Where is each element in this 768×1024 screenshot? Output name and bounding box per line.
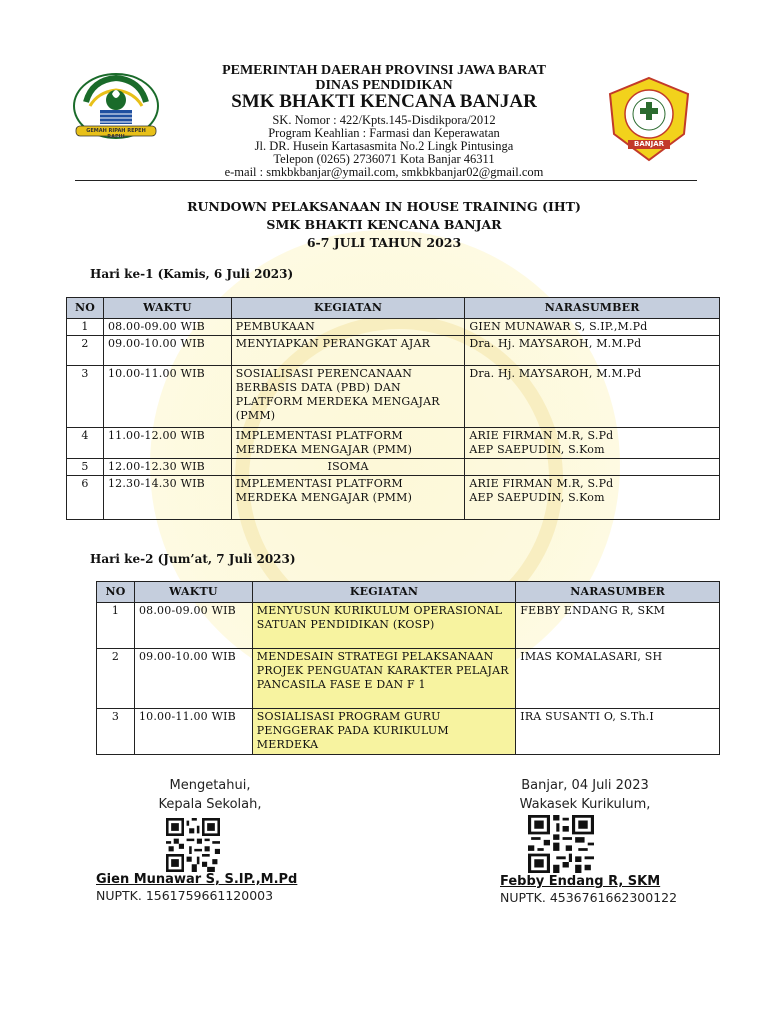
left-signatory-name: Gien Munawar S, S.IP.,M.Pd <box>96 872 298 887</box>
cell-narasumber: Dra. Hj. MAYSAROH, M.M.Pd <box>465 366 720 428</box>
table-header-row <box>67 298 720 319</box>
left-signature-block <box>120 776 300 814</box>
cell-waktu: 08.00-09.00 WIB <box>134 603 252 649</box>
day2-table <box>96 581 720 755</box>
header-phone: Telepon (0265) 2736071 Kota Banjar 46311 <box>273 152 495 166</box>
cell-narasumber <box>465 476 720 520</box>
col-waktu: WAKTU <box>134 582 252 603</box>
header-email: e-mail : smkbkbanjar@ymail.com, smkbkbanjar02@gmail.com <box>224 165 544 179</box>
table-header-row <box>97 582 720 603</box>
cell-narasumber: IMAS KOMALASARI, SH <box>516 649 720 709</box>
col-no: NO <box>67 298 104 319</box>
right-sig-line1: Banjar, 04 Juli 2023 <box>521 778 649 793</box>
school-badge-icon <box>606 76 692 162</box>
col-kegiatan: KEGIATAN <box>252 582 516 603</box>
table-row <box>67 366 720 428</box>
cell-kegiatan: PEMBUKAAN <box>231 319 465 336</box>
right-signatory-name: Febby Endang R, SKM <box>500 874 661 889</box>
doc-date: 6-7 JULI TAHUN 2023 <box>306 235 462 250</box>
doc-title: RUNDOWN PELAKSANAAN IN HOUSE TRAINING (IHT) <box>187 199 581 214</box>
cell-narasumber <box>465 428 720 459</box>
right-qr-code-icon <box>528 815 594 873</box>
header-government: PEMERINTAH DAERAH PROVINSI JAWA BARAT <box>222 63 546 78</box>
left-sig-line2: Kepala Sekolah, <box>158 797 262 812</box>
col-narasumber: NARASUMBER <box>465 298 720 319</box>
day1-label: Hari ke-1 (Kamis, 6 Juli 2023) <box>90 267 294 281</box>
table-row <box>67 428 720 459</box>
cell-no: 2 <box>67 336 104 366</box>
col-narasumber: NARASUMBER <box>516 582 720 603</box>
header-program: Program Keahlian : Farmasi dan Keperawatan <box>268 126 500 140</box>
table-row <box>97 603 720 649</box>
cell-narasumber: GIEN MUNAWAR S, S.IP.,M.Pd <box>465 319 720 336</box>
narasumber-2: AEP SAEPUDIN, S.Kom <box>469 443 605 456</box>
left-logo-motto: GEMAH RIPAH REPEH RAPIH <box>86 128 146 140</box>
right-signatory-nuptk: NUPTK. 4536761662300122 <box>500 890 678 905</box>
cell-waktu: 10.00-11.00 WIB <box>103 366 231 428</box>
cell-narasumber: FEBBY ENDANG R, SKM <box>516 603 720 649</box>
right-sig-line2: Wakasek Kurikulum, <box>519 797 651 812</box>
cell-no: 1 <box>67 319 104 336</box>
left-qr-code-icon <box>166 818 220 872</box>
header-department: DINAS PENDIDIKAN <box>315 78 453 93</box>
cell-waktu: 12.00-12.30 WIB <box>103 459 231 476</box>
cell-no: 5 <box>67 459 104 476</box>
left-signatory-nuptk: NUPTK. 1561759661120003 <box>96 888 274 903</box>
left-sig-line1: Mengetahui, <box>169 778 251 793</box>
cell-no: 4 <box>67 428 104 459</box>
table-row <box>97 709 720 755</box>
cell-kegiatan: SOSIALISASI PERENCANAAN BERBASIS DATA (PBD) DAN PLATFORM MERDEKA MENGAJAR (PMM) <box>231 366 465 428</box>
table-row <box>97 649 720 709</box>
cell-waktu: 08.00-09.00 WIB <box>103 319 231 336</box>
cell-no: 3 <box>67 366 104 428</box>
header-rule <box>75 180 697 181</box>
header-sk: SK. Nomor : 422/Kpts.145-Disdikpora/2012 <box>272 113 496 127</box>
narasumber-2: AEP SAEPUDIN, S.Kom <box>469 491 605 504</box>
cell-kegiatan: SOSIALISASI PROGRAM GURU PENGGERAK PADA KURIKULUM MERDEKA <box>252 709 516 755</box>
day2-label: Hari ke-2 (Jum’at, 7 Juli 2023) <box>90 552 296 566</box>
cell-waktu: 09.00-10.00 WIB <box>103 336 231 366</box>
cell-narasumber: IRA SUSANTI O, S.Th.I <box>516 709 720 755</box>
cell-kegiatan: MENDESAIN STRATEGI PELAKSANAAN PROJEK PENGUATAN KARAKTER PELAJAR PANCASILA FASE E DAN F 1 <box>252 649 516 709</box>
cell-no: 3 <box>97 709 135 755</box>
header-school-name: SMK BHAKTI KENCANA BANJAR <box>231 91 537 112</box>
narasumber-1: ARIE FIRMAN M.R, S.Pd <box>469 477 614 490</box>
col-kegiatan: KEGIATAN <box>231 298 465 319</box>
cell-waktu: 12.30-14.30 WIB <box>103 476 231 520</box>
cell-narasumber: Dra. Hj. MAYSAROH, M.M.Pd <box>465 336 720 366</box>
day1-table <box>66 297 720 520</box>
narasumber-1: ARIE FIRMAN M.R, S.Pd <box>469 429 614 442</box>
cell-no: 6 <box>67 476 104 520</box>
cell-waktu: 10.00-11.00 WIB <box>134 709 252 755</box>
col-no: NO <box>97 582 135 603</box>
cell-kegiatan: ISOMA <box>231 459 465 476</box>
doc-subtitle: SMK BHAKTI KENCANA BANJAR <box>266 217 502 232</box>
header-address: Jl. DR. Husein Kartasasmita No.2 Lingk Pintusinga <box>254 139 514 153</box>
col-waktu: WAKTU <box>103 298 231 319</box>
table-row <box>67 336 720 366</box>
right-signature-block <box>495 776 675 814</box>
cell-kegiatan: IMPLEMENTASI PLATFORM MERDEKA MENGAJAR (PMM) <box>231 476 465 520</box>
table-row <box>67 319 720 336</box>
table-row <box>67 476 720 520</box>
table-row <box>67 459 720 476</box>
cell-no: 2 <box>97 649 135 709</box>
cell-waktu: 11.00-12.00 WIB <box>103 428 231 459</box>
cell-narasumber <box>465 459 720 476</box>
cell-kegiatan: MENYIAPKAN PERANGKAT AJAR <box>231 336 465 366</box>
cell-no: 1 <box>97 603 135 649</box>
cell-waktu: 09.00-10.00 WIB <box>134 649 252 709</box>
right-logo-banner: BANJAR <box>633 140 665 148</box>
cell-kegiatan: MENYUSUN KURIKULUM OPERASIONAL SATUAN PENDIDIKAN (KOSP) <box>252 603 516 649</box>
cell-kegiatan: IMPLEMENTASI PLATFORM MERDEKA MENGAJAR (PMM) <box>231 428 465 459</box>
